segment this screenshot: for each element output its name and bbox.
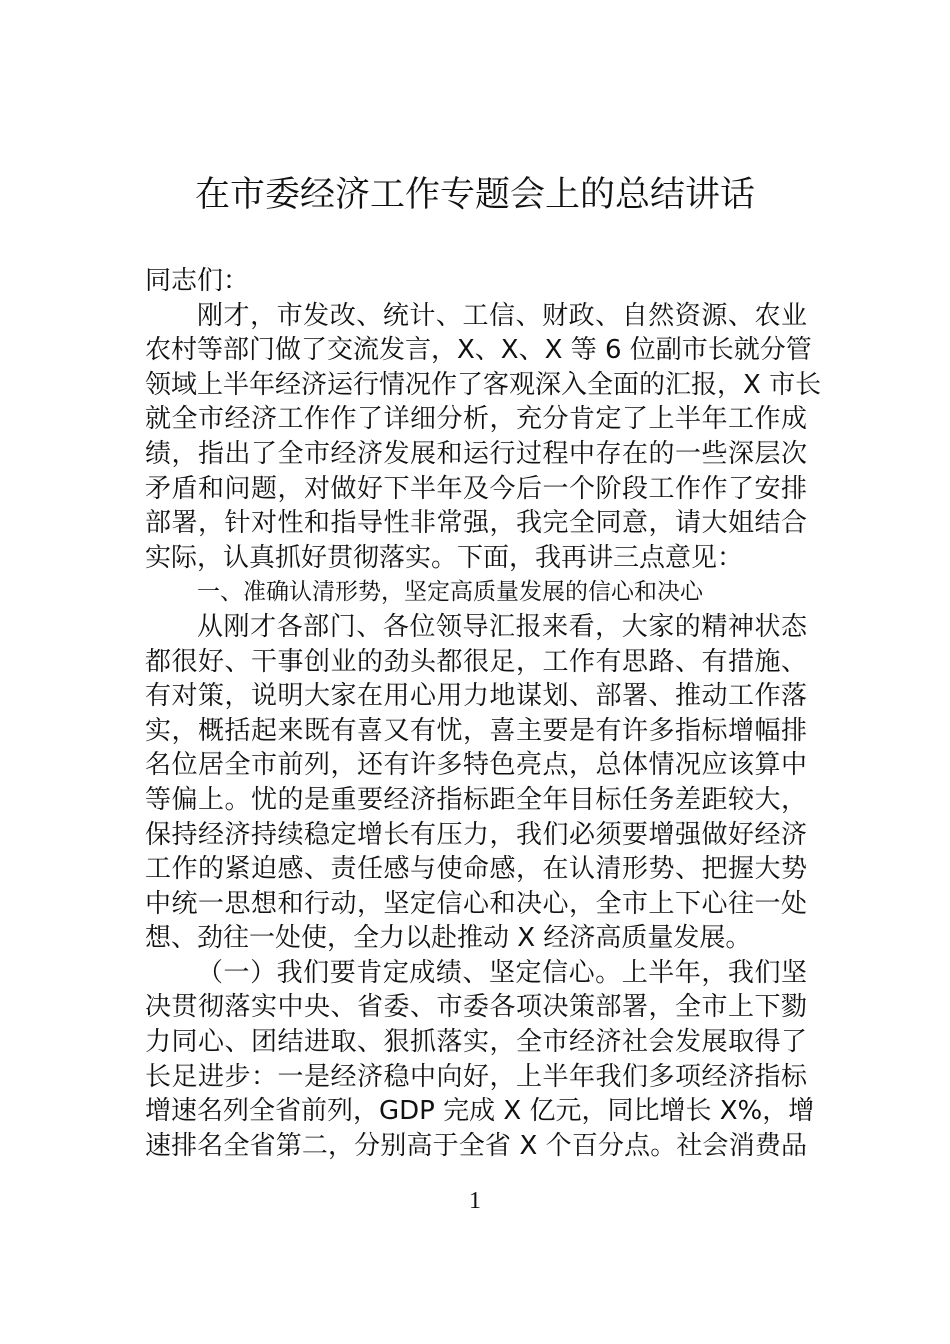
text-line: 等偏上。忧的是重要经济指标距全年目标任务差距较大， [145,784,807,815]
text-line: 实际，认真抓好贯彻落实。下面，我再讲三点意见： [145,542,744,573]
text-line: 实，概括起来既有喜又有忧，喜主要是有许多指标增幅排 [145,715,807,746]
text-line: 想、劲往一处使，全力以赴推动 X 经济高质量发展。 [145,923,752,954]
paragraph [145,610,807,956]
text-line: 名位居全市前列，还有许多特色亮点，总体情况应该算中 [145,750,807,781]
text-line: （一）我们要肯定成绩、坚定信心。上半年，我们坚 [197,957,807,988]
text-line: 就全市经济工作作了详细分析，充分肯定了上半年工作成 [145,404,807,435]
text-line: 矛盾和问题，对做好下半年及今后一个阶段工作作了安排 [145,473,807,504]
paragraph [145,299,822,576]
text-line: 从刚才各部门、各位领导汇报来看，大家的精神状态 [197,611,807,642]
text-line: 农村等部门做了交流发言，X、X、X 等 6 位副市长就分管 [145,335,812,366]
text-line: 有对策，说明大家在用心用力地谋划、部署、推动工作落 [145,681,807,712]
text-line: 速排名全省第二，分别高于全省 X 个百分点。社会消费品 [145,1130,807,1161]
text-line: 一、准确认清形势，坚定高质量发展的信心和决心 [197,579,703,606]
paragraph [145,956,815,1164]
text-line: 工作的紧迫感、责任感与使命感，在认清形势、把握大势 [145,854,807,885]
page-number: 1 [469,1188,481,1214]
text-line: 决贯彻落实中央、省委、市委各项决策部署，全市上下勠 [145,992,807,1023]
text-line: 保持经济持续稳定增长有压力，我们必须要增强做好经济 [145,819,807,850]
text-line: 部署，针对性和指导性非常强，我完全同意，请大姐结合 [145,508,807,539]
text-line: 绩，指出了全市经济发展和运行过程中存在的一些深层次 [145,438,807,469]
document-title: 在市委经济工作专题会上的总结讲话 [194,175,755,215]
section-heading [145,575,807,610]
text-line: 中统一思想和行动，坚定信心和决心，全市上下心往一处 [145,888,807,919]
text-line: 领域上半年经济运行情况作了客观深入全面的汇报，X 市长 [145,369,822,400]
text-line: 刚才，市发改、统计、工信、财政、自然资源、农业 [197,300,807,331]
text-line: 力同心、团结进取、狠抓落实，全市经济社会发展取得了 [145,1027,807,1058]
document-body [145,264,822,1163]
text-line: 都很好、干事创业的劲头都很足，工作有思路、有措施、 [145,646,807,677]
salutation: 同志们： [145,266,250,296]
text-line: 增速名列全省前列，GDP 完成 X 亿元，同比增长 X%，增 [145,1096,815,1127]
text-line: 长足进步：一是经济稳中向好，上半年我们多项经济指标 [145,1061,807,1092]
